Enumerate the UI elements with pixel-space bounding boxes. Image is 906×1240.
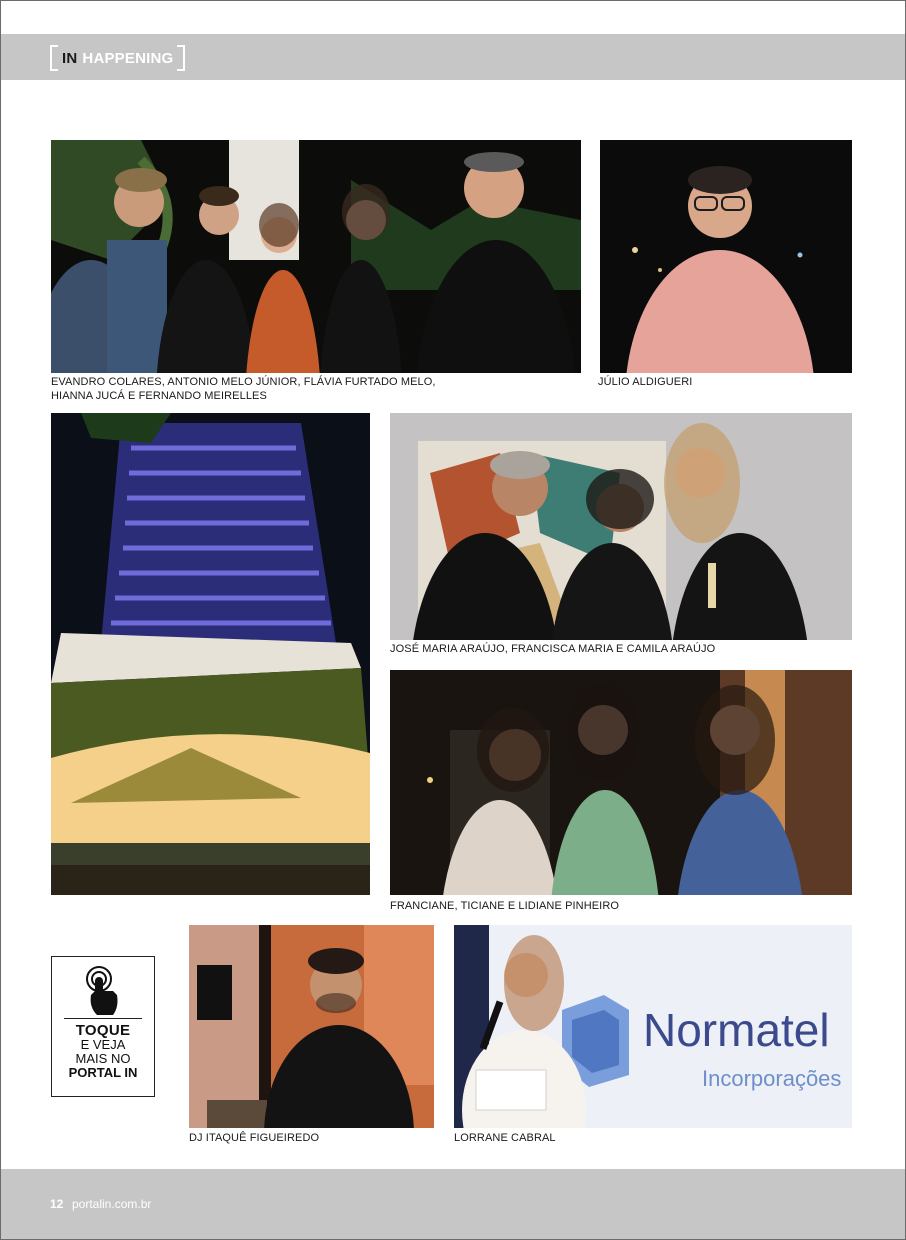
photo-dj	[189, 925, 434, 1128]
site-link[interactable]: portalin.com.br	[72, 1197, 152, 1211]
section-name: HAPPENING	[82, 49, 174, 67]
photo-araujo	[390, 413, 852, 640]
photo-building	[51, 413, 370, 895]
caption-dj: DJ ITAQUÊ FIGUEIREDO	[189, 1132, 320, 1144]
caption-group-five-line1: EVANDRO COLARES, ANTONIO MELO JÚNIOR, FLÁVIA FURTADO MELO,	[51, 376, 436, 388]
page-number: 12	[50, 1197, 64, 1211]
banner-brand: Normatel	[643, 1004, 830, 1056]
touch-divider	[64, 1018, 142, 1019]
photo-julio	[600, 140, 852, 373]
touch-line2: E VEJA	[80, 1037, 126, 1052]
caption-julio: JÚLIO ALDIGUERI	[598, 376, 693, 388]
caption-group-five-line2: HIANNA JUCÁ E FERNANDO MEIRELLES	[51, 390, 267, 402]
section-tag	[50, 46, 185, 70]
photo-group-five	[51, 140, 581, 373]
bracket-left	[50, 45, 58, 71]
touch-line3: MAIS NO	[75, 1051, 131, 1066]
caption-lorrane: LORRANE CABRAL	[454, 1132, 556, 1144]
photo-pinheiro	[390, 670, 852, 895]
banner-sub: Incorporações	[702, 1066, 842, 1091]
touch-line4: PORTAL IN	[68, 1065, 138, 1080]
caption-araujo: JOSÉ MARIA ARAÚJO, FRANCISCA MARIA E CAMILA ARAÚJO	[390, 643, 716, 655]
touch-line1: TOQUE	[75, 1022, 131, 1039]
touch-text	[52, 1024, 154, 1080]
touch-portal-box[interactable]	[51, 956, 155, 1097]
section-prefix: IN	[62, 49, 78, 67]
caption-pinheiro: FRANCIANE, TICIANE E LIDIANE PINHEIRO	[390, 900, 620, 912]
tap-hand-icon	[83, 965, 123, 1017]
bracket-right	[177, 45, 185, 71]
photo-lorrane	[454, 925, 852, 1128]
